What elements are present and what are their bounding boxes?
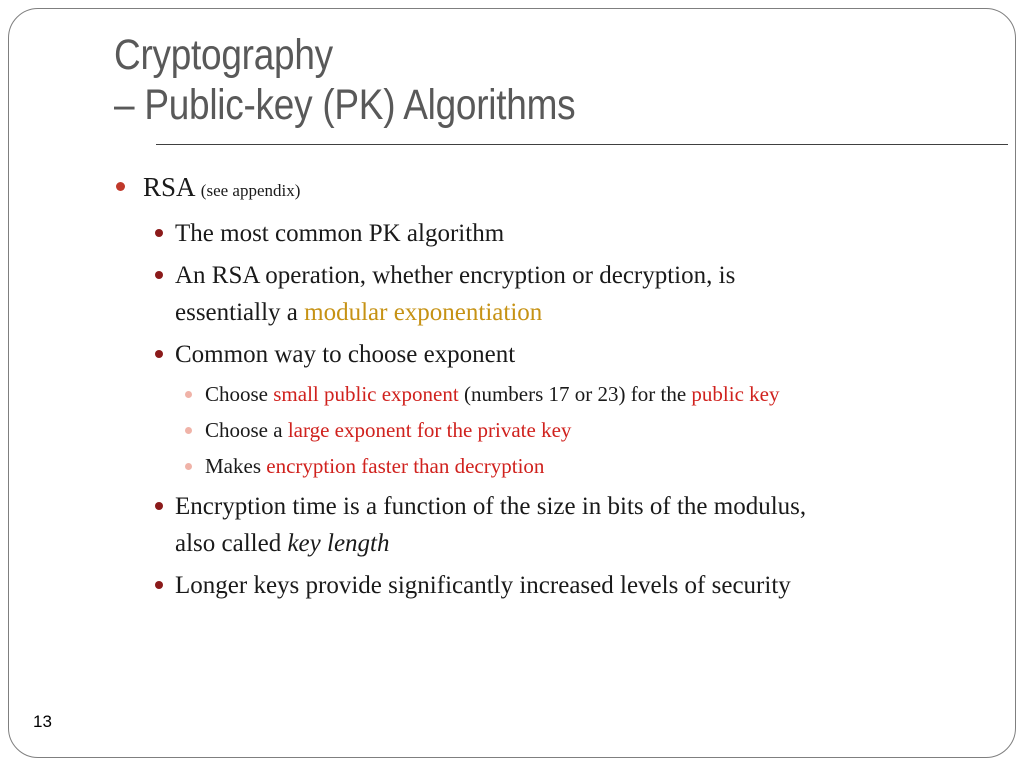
sub-bullet-faster-encryption bbox=[205, 451, 544, 481]
sub2-prefix: Choose a bbox=[205, 418, 288, 442]
encryption-time-line-1: Encryption time is a function of the size in bits of the modulus, bbox=[175, 493, 807, 520]
rsa-operation-line-2 bbox=[175, 294, 735, 331]
bullet-dot-icon bbox=[185, 391, 192, 398]
rsa-operation-prefix: essentially a bbox=[175, 299, 305, 326]
sub-bullet-small-exponent bbox=[205, 379, 779, 409]
title-line-1: Cryptography bbox=[114, 31, 333, 79]
rsa-label: RSA bbox=[143, 172, 195, 202]
modular-exponentiation-highlight: modular exponentiation bbox=[304, 299, 543, 326]
bullet-most-common: The most common PK algorithm bbox=[175, 220, 505, 247]
rsa-note: (see appendix) bbox=[200, 181, 301, 200]
bullet-dot-icon bbox=[155, 350, 163, 358]
bullet-rsa-operation bbox=[175, 257, 735, 331]
bullet-dot-icon bbox=[155, 229, 163, 237]
sub1-prefix: Choose bbox=[205, 382, 274, 406]
bullet-dot-icon bbox=[185, 427, 192, 434]
bullet-longer-keys: Longer keys provide significantly increased levels of security bbox=[175, 572, 791, 599]
sub-bullet-large-exponent bbox=[205, 415, 571, 445]
bullet-dot-icon bbox=[155, 502, 163, 510]
rsa-operation-line-1: An RSA operation, whether encryption or decryption, is bbox=[175, 262, 736, 289]
bullet-dot-icon bbox=[155, 581, 163, 589]
bullet-rsa bbox=[143, 170, 300, 208]
bullet-dot-icon bbox=[116, 182, 125, 191]
encryption-faster-highlight: encryption faster than decryption bbox=[266, 454, 545, 478]
large-exponent-highlight: large exponent for the private key bbox=[287, 418, 572, 442]
encryption-time-prefix: also called bbox=[175, 530, 288, 557]
bullet-dot-icon bbox=[155, 271, 163, 279]
sub3-prefix: Makes bbox=[205, 454, 267, 478]
title-line-2: – Public-key (PK) Algorithms bbox=[114, 81, 576, 129]
page-number: 13 bbox=[33, 712, 52, 731]
key-length-italic: key length bbox=[287, 530, 390, 557]
encryption-time-line-2 bbox=[175, 525, 806, 562]
bullet-encryption-time bbox=[175, 488, 806, 562]
bullet-dot-icon bbox=[185, 463, 192, 470]
small-public-exponent-highlight: small public exponent bbox=[273, 382, 459, 406]
public-key-highlight: public key bbox=[691, 382, 780, 406]
sub1-middle: (numbers 17 or 23) for the bbox=[458, 382, 692, 406]
bullet-common-way: Common way to choose exponent bbox=[175, 341, 516, 368]
